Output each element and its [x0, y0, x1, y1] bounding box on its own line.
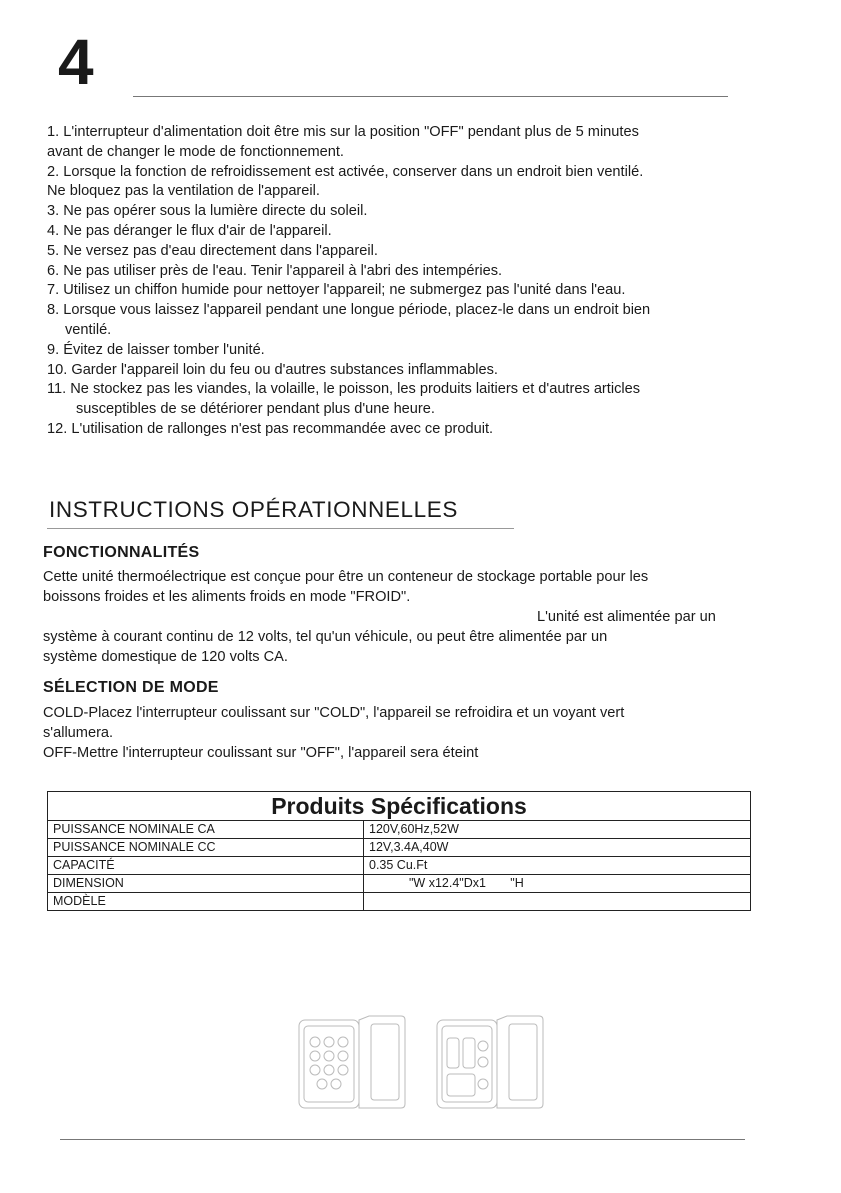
- fridge-illustration-cans: [299, 1016, 405, 1108]
- list-item: 3. Ne pas opérer sous la lumière directe du soleil.: [47, 203, 368, 220]
- list-item: 8. Lorsque vous laissez l'appareil pendant une longue période, placez-le dans un endroit bien ventilé.: [47, 302, 651, 338]
- list-item: 11. Ne stockez pas les viandes, la volaille, le poisson, les produits laitiers et d'autres articles susceptibles de se détériorer pendant plus d'une heure.: [47, 381, 641, 418]
- table-row: PUISSANCE NOMINALE CC 12V,3.4A,40W: [48, 839, 751, 857]
- section-divider: [47, 528, 514, 529]
- mode-heading: SÉLECTION DE MODE: [43, 679, 219, 696]
- header-divider: [133, 96, 728, 97]
- table-row: CAPACITÉ 0.35 Cu.Ft: [48, 857, 751, 875]
- table-row: PUISSANCE NOMINALE CA 120V,60Hz,52W: [48, 821, 751, 839]
- mode-text: COLD-Placez l'interrupteur coulissant sur "COLD", l'appareil se refroidira et un voyant vert s'allumera. OFF-Mettre l'interrupteur coulissant sur "OFF", l'appareil sera éteint: [43, 705, 625, 761]
- section-title: INSTRUCTIONS OPÉRATIONNELLES: [49, 497, 458, 522]
- list-item: 6. Ne pas utiliser près de l'eau. Tenir l'appareil à l'abri des intempéries.: [47, 262, 503, 279]
- list-item: 7. Utilisez un chiffon humide pour nettoyer l'appareil; ne submergez pas l'unité dans l'eau.: [47, 282, 626, 299]
- list-item: 9. Évitez de laisser tomber l'unité.: [47, 341, 265, 358]
- list-item: 1. L'interrupteur d'alimentation doit être mis sur la position "OFF" pendant plus de 5 minutes avant de changer le mode de fonctionnement.: [47, 124, 639, 160]
- table-row: MODÈLE: [48, 893, 751, 911]
- specifications-table: [47, 791, 751, 911]
- features-text: Cette unité thermoélectrique est conçue pour être un conteneur de stockage portable pour les boissons froides et les aliments froids en mode "FROID". L'unité est alimentée par un système à courant continu de 12 volts, tel qu'un véhicule, ou peut être alimentée par un système domestique de 120 volts CA.: [43, 569, 716, 665]
- list-item: 12. L'utilisation de rallonges n'est pas recommandée avec ce produit.: [47, 420, 494, 437]
- table-row: DIMENSION "W x12.4"Dx1 "H: [48, 875, 751, 893]
- list-item: 2. Lorsque la fonction de refroidissement est activée, conserver dans un endroit bien ventilé. Ne bloquez pas la ventilation de l'appareil.: [47, 163, 644, 200]
- list-item: 5. Ne versez pas d'eau directement dans l'appareil.: [47, 242, 378, 259]
- list-item: 4. Ne pas déranger le flux d'air de l'appareil.: [47, 222, 332, 239]
- page-number: 4: [58, 26, 94, 98]
- footer-divider: [60, 1139, 745, 1140]
- product-illustrations: [297, 1012, 557, 1112]
- list-item: 10. Garder l'appareil loin du feu ou d'autres substances inflammables.: [47, 361, 498, 378]
- features-heading: FONCTIONNALITÉS: [43, 544, 200, 561]
- precautions-list: [47, 123, 762, 440]
- table-title: Produits Spécifications: [48, 792, 751, 821]
- fridge-illustration-bottles: [437, 1016, 543, 1108]
